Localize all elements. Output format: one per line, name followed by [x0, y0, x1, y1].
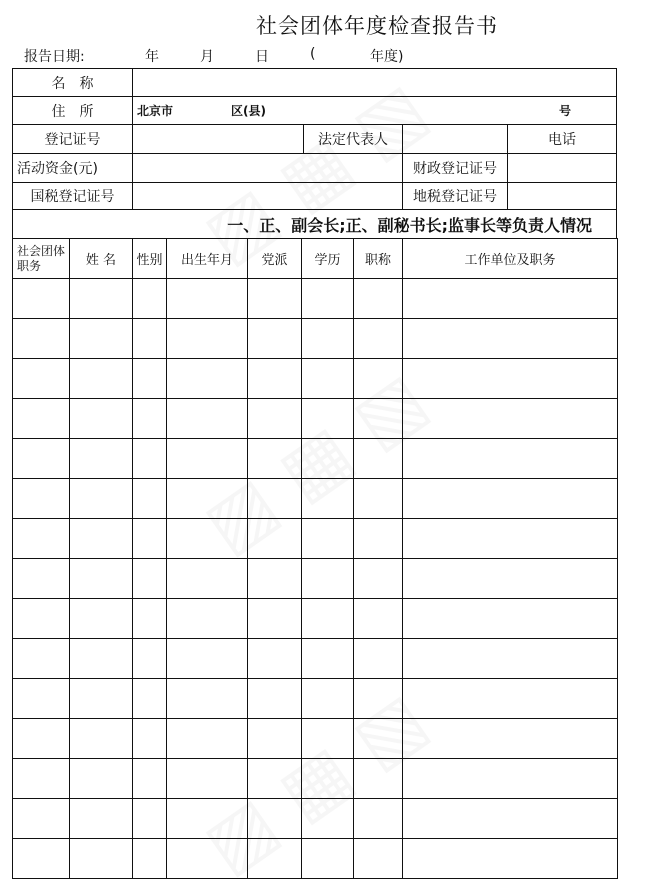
table-cell[interactable]	[132, 438, 167, 479]
table-cell[interactable]	[69, 838, 133, 879]
column-header: 社会团体职务	[12, 238, 70, 279]
table-cell[interactable]	[12, 318, 70, 359]
table-cell[interactable]	[247, 518, 302, 559]
table-cell[interactable]	[12, 558, 70, 599]
address-field[interactable]	[132, 96, 617, 125]
table-cell[interactable]	[301, 438, 354, 479]
table-cell[interactable]	[166, 838, 248, 879]
table-cell[interactable]	[166, 358, 248, 399]
table-cell[interactable]	[402, 438, 618, 479]
column-header: 出生年月	[166, 238, 248, 279]
table-cell[interactable]	[402, 358, 618, 399]
table-cell[interactable]	[132, 398, 167, 439]
table-cell[interactable]	[353, 758, 403, 799]
table-cell[interactable]	[353, 318, 403, 359]
table-cell[interactable]	[132, 478, 167, 519]
table-cell[interactable]	[353, 718, 403, 759]
table-cell[interactable]	[247, 638, 302, 679]
national-tax-label: 国税登记证号	[12, 182, 133, 210]
table-cell[interactable]	[247, 558, 302, 599]
address-district: 区(县)	[231, 104, 266, 118]
finance-reg-field[interactable]	[507, 153, 617, 183]
report-form-table	[12, 68, 617, 878]
table-cell[interactable]	[69, 358, 133, 399]
table-cell[interactable]	[132, 758, 167, 799]
report-date-label: 报告日期:	[24, 49, 85, 65]
table-cell[interactable]	[132, 798, 167, 839]
table-cell[interactable]	[12, 838, 70, 879]
table-cell[interactable]	[12, 598, 70, 639]
table-cell[interactable]	[402, 758, 618, 799]
table-cell[interactable]	[247, 278, 302, 319]
table-cell[interactable]	[247, 438, 302, 479]
national-tax-field[interactable]	[132, 182, 403, 210]
table-cell[interactable]	[247, 598, 302, 639]
table-cell[interactable]	[12, 398, 70, 439]
table-cell[interactable]	[247, 718, 302, 759]
month-label: 月	[200, 49, 214, 65]
table-cell[interactable]	[402, 638, 618, 679]
table-cell[interactable]	[69, 758, 133, 799]
report-date-line	[24, 46, 624, 66]
name-field[interactable]	[132, 68, 617, 97]
table-cell[interactable]	[166, 598, 248, 639]
table-cell[interactable]	[301, 398, 354, 439]
table-cell[interactable]	[166, 318, 248, 359]
table-cell[interactable]	[353, 478, 403, 519]
table-cell[interactable]	[132, 358, 167, 399]
table-cell[interactable]	[402, 478, 618, 519]
table-cell[interactable]	[12, 518, 70, 559]
table-cell[interactable]	[69, 438, 133, 479]
table-cell[interactable]	[402, 718, 618, 759]
table-cell[interactable]	[69, 278, 133, 319]
table-cell[interactable]	[402, 598, 618, 639]
table-cell[interactable]	[353, 278, 403, 319]
table-cell[interactable]	[247, 758, 302, 799]
table-cell[interactable]	[69, 318, 133, 359]
table-cell[interactable]	[166, 678, 248, 719]
table-cell[interactable]	[69, 678, 133, 719]
section1-heading: 一、正、副会长;正、副秘书长;监事长等负责人情况	[12, 209, 617, 239]
table-cell[interactable]	[69, 478, 133, 519]
document-title: 社会团体年度检查报告书	[256, 14, 498, 38]
table-cell[interactable]	[301, 318, 354, 359]
table-cell[interactable]	[166, 638, 248, 679]
table-cell[interactable]	[247, 358, 302, 399]
phone-label: 电话	[507, 124, 617, 154]
table-cell[interactable]	[132, 718, 167, 759]
annual-label: 年度)	[370, 49, 404, 65]
table-cell[interactable]	[132, 838, 167, 879]
table-cell[interactable]	[402, 558, 618, 599]
table-cell[interactable]	[166, 758, 248, 799]
table-cell[interactable]	[69, 398, 133, 439]
table-cell[interactable]	[247, 798, 302, 839]
table-cell[interactable]	[69, 518, 133, 559]
year-label: 年	[145, 49, 159, 65]
table-cell[interactable]	[247, 318, 302, 359]
finance-reg-label: 财政登记证号	[402, 153, 508, 183]
table-cell[interactable]	[301, 518, 354, 559]
table-cell[interactable]	[247, 678, 302, 719]
table-cell[interactable]	[301, 798, 354, 839]
table-cell[interactable]	[353, 798, 403, 839]
table-cell[interactable]	[301, 598, 354, 639]
table-cell[interactable]	[402, 278, 618, 319]
table-cell[interactable]	[69, 638, 133, 679]
table-cell[interactable]	[247, 398, 302, 439]
funds-label: 活动资金(元)	[12, 153, 133, 183]
table-cell[interactable]	[69, 558, 133, 599]
table-cell[interactable]	[301, 838, 354, 879]
table-cell[interactable]	[301, 678, 354, 719]
address-label: 住 所	[12, 96, 133, 125]
table-cell[interactable]	[353, 358, 403, 399]
table-cell[interactable]	[166, 438, 248, 479]
column-header: 性别	[132, 238, 167, 279]
column-header: 姓 名	[69, 238, 133, 279]
table-cell[interactable]	[12, 358, 70, 399]
table-cell[interactable]	[353, 438, 403, 479]
table-cell[interactable]	[301, 358, 354, 399]
legal-rep-label: 法定代表人	[303, 124, 403, 154]
table-cell[interactable]	[132, 638, 167, 679]
table-cell[interactable]	[402, 678, 618, 719]
column-header: 学历	[301, 238, 354, 279]
table-cell[interactable]	[353, 398, 403, 439]
table-cell[interactable]	[402, 838, 618, 879]
table-cell[interactable]	[301, 558, 354, 599]
table-cell[interactable]	[12, 438, 70, 479]
name-label: 名 称	[12, 68, 133, 97]
table-cell[interactable]	[132, 678, 167, 719]
table-cell[interactable]	[166, 478, 248, 519]
local-tax-field[interactable]	[507, 182, 617, 210]
column-header: 党派	[247, 238, 302, 279]
table-cell[interactable]	[301, 638, 354, 679]
table-cell[interactable]	[69, 598, 133, 639]
table-cell[interactable]	[132, 278, 167, 319]
table-cell[interactable]	[353, 678, 403, 719]
funds-field[interactable]	[132, 153, 403, 183]
table-cell[interactable]	[353, 598, 403, 639]
table-cell[interactable]	[247, 478, 302, 519]
table-cell[interactable]	[12, 678, 70, 719]
column-header: 职称	[353, 238, 403, 279]
table-cell[interactable]	[132, 598, 167, 639]
table-cell[interactable]	[353, 838, 403, 879]
table-cell[interactable]	[301, 718, 354, 759]
table-cell[interactable]	[12, 278, 70, 319]
day-label: 日	[255, 49, 269, 65]
address-number: 号	[559, 104, 572, 118]
table-cell[interactable]	[301, 758, 354, 799]
table-cell[interactable]	[353, 638, 403, 679]
table-cell[interactable]	[402, 798, 618, 839]
table-cell[interactable]	[132, 558, 167, 599]
table-cell[interactable]	[166, 558, 248, 599]
legal-rep-field[interactable]	[402, 124, 508, 154]
table-cell[interactable]	[69, 718, 133, 759]
table-cell[interactable]	[132, 318, 167, 359]
column-header: 工作单位及职务	[402, 238, 618, 279]
table-cell[interactable]	[166, 398, 248, 439]
table-cell[interactable]	[12, 758, 70, 799]
table-cell[interactable]	[301, 278, 354, 319]
table-cell[interactable]	[402, 398, 618, 439]
table-cell[interactable]	[247, 838, 302, 879]
table-cell[interactable]	[12, 718, 70, 759]
reg-no-field[interactable]	[132, 124, 304, 154]
table-cell[interactable]	[12, 798, 70, 839]
table-cell[interactable]	[402, 518, 618, 559]
address-city: 北京市	[137, 104, 174, 118]
table-cell[interactable]	[353, 518, 403, 559]
table-cell[interactable]	[69, 798, 133, 839]
table-cell[interactable]	[166, 518, 248, 559]
paren-open: (	[310, 46, 316, 62]
table-cell[interactable]	[166, 718, 248, 759]
reg-no-label: 登记证号	[12, 124, 133, 154]
table-cell[interactable]	[301, 478, 354, 519]
table-cell[interactable]	[12, 638, 70, 679]
table-cell[interactable]	[166, 798, 248, 839]
local-tax-label: 地税登记证号	[402, 182, 508, 210]
table-cell[interactable]	[166, 278, 248, 319]
table-cell[interactable]	[402, 318, 618, 359]
table-cell[interactable]	[132, 518, 167, 559]
table-cell[interactable]	[12, 478, 70, 519]
table-cell[interactable]	[353, 558, 403, 599]
